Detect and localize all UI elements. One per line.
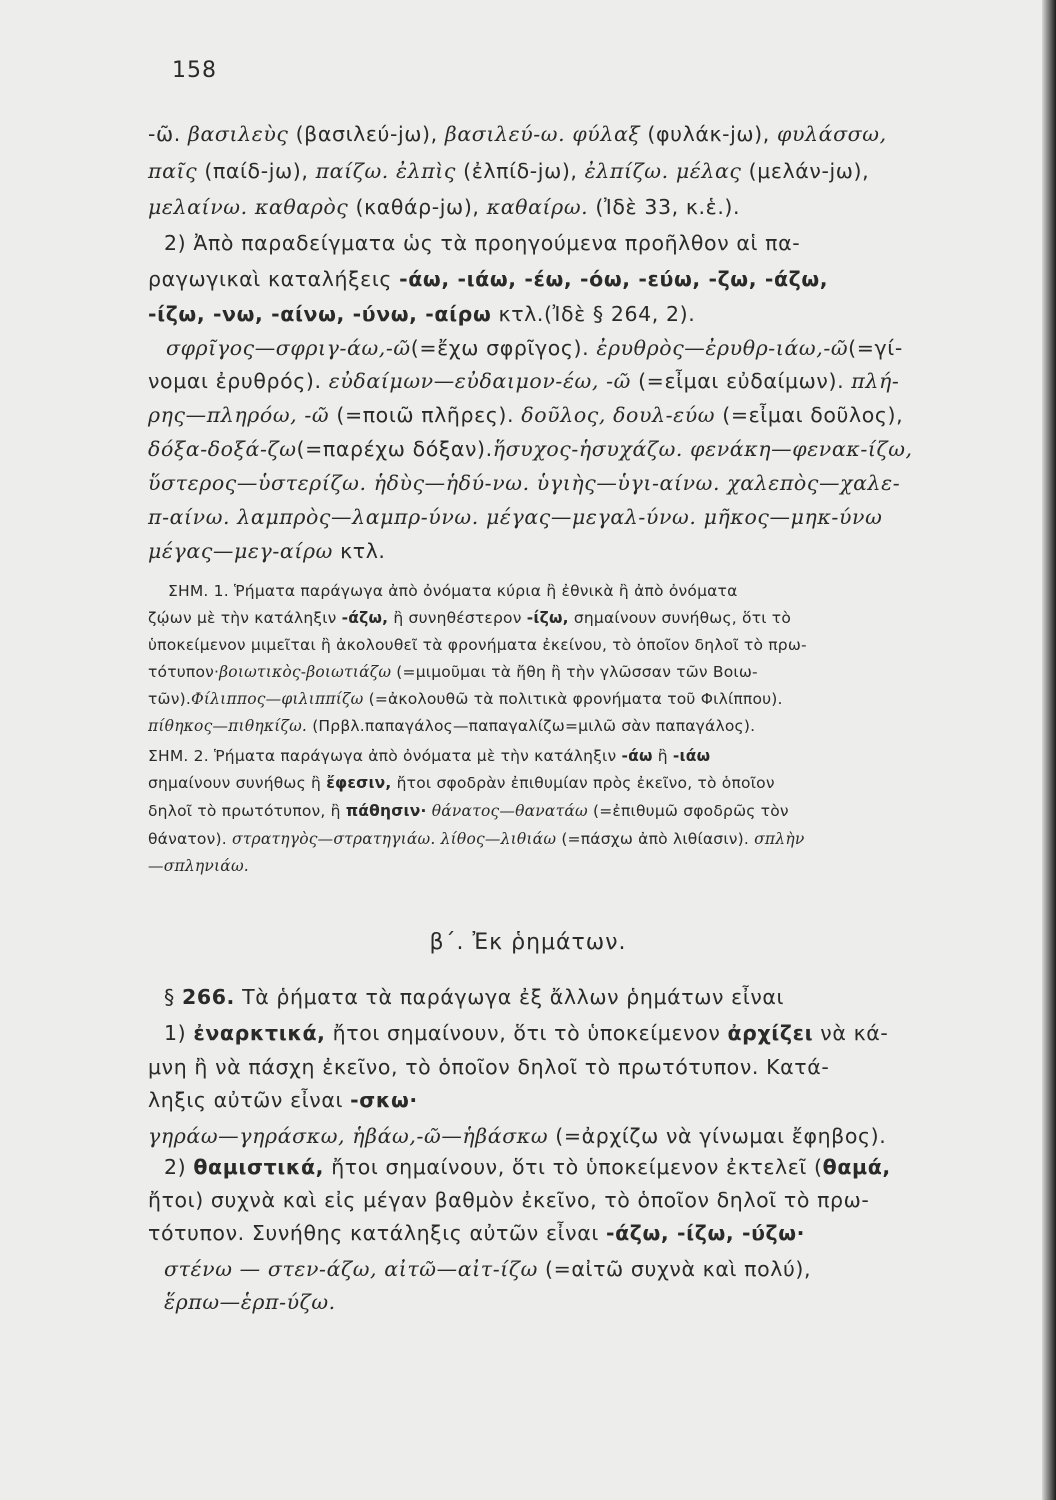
text-line: π-αίνω. λαμπρὸς—λαμπρ-ύνω. μέγας—μεγαλ-ύνω. μῆκος—μηκ-ύνω <box>148 505 883 529</box>
text-line: ληξις αὐτῶν εἶναι -σκω· <box>148 1088 418 1112</box>
text-line: ἤτοι) συχνὰ καὶ εἰς μέγαν βαθμὸν ἐκεῖνο, τὸ ὁποῖον δηλοῖ τὸ πρω- <box>148 1188 870 1212</box>
note-line: πίθηκος—πιθηκίζω. (Πρβλ.παπαγάλος—παπαγαλίζω=μιλῶ σὰν παπαγάλος). <box>148 717 756 735</box>
note-line: —σπληνιάω. <box>148 857 249 875</box>
note-line: ζῴων μὲ τὴν κατάληξιν -άζω, ἢ συνηθέστερον -ίζω, σημαίνουν συνήθως, ὅτι τὸ <box>148 609 792 627</box>
text-line: γηράω—γηράσκω, ἡβάω,-ῶ—ἡβάσκω (=ἀρχίζω νὰ γίνωμαι ἔφηβος). <box>148 1124 887 1148</box>
text-line: δόξα-δοξά-ζω(=παρέχω δόξαν).ἥσυχος-ἡσυχάζω. φενάκη—φενακ-ίζω, <box>148 437 913 461</box>
text-line: μνη ἢ νὰ πάσχη ἐκεῖνο, τὸ ὁποῖον δηλοῖ τὸ πρωτότυπον. Κατά- <box>148 1055 830 1079</box>
text-line: -ῶ. βασιλεὺς (βασιλεύ-jω), βασιλεύ-ω. φύλαξ (φυλάκ-jω), φυλάσσω, <box>148 122 887 146</box>
text-line: -ίζω, -νω, -αίνω, -ύνω, -αίρω κτλ.(Ἰδὲ § 264, 2). <box>148 302 696 326</box>
text-line: 2) Ἀπὸ παραδείγματα ὡς τὰ προηγούμενα προῆλθον αἱ πα- <box>164 231 801 255</box>
text-line: ραγωγικαὶ καταλήξεις -άω, -ιάω, -έω, -όω, -εύω, -ζω, -άζω, <box>148 267 829 291</box>
text-line: ρης—πληρόω, -ῶ (=ποιῶ πλῆρες). δοῦλος, δουλ-εύω (=εἶμαι δοῦλος), <box>148 403 904 427</box>
text-line: σφρῖγος—σφριγ-άω,-ῶ(=ἔχω σφρῖγος). ἐρυθρὸς—ἐρυθρ-ιάω,-ῶ(=γί- <box>166 336 903 360</box>
text-line: ἕρπω—ἑρπ-ύζω. <box>164 1290 336 1314</box>
text-line: στένω — στεν-άζω, αἰτῶ—αἰτ-ίζω (=αἰτῶ συχνὰ καὶ πολύ), <box>164 1257 812 1281</box>
page-number: 158 <box>172 58 217 83</box>
note-line: ὑποκείμενον μιμεῖται ἢ ἀκολουθεῖ τὰ φρονήματα ἐκείνου, τὸ ὁποῖον δηλοῖ τὸ πρω- <box>148 636 807 654</box>
text-line: νομαι ἐρυθρός). εὐδαίμων—εὐδαιμον-έω, -ῶ (=εἶμαι εὐδαίμων). πλή- <box>148 369 900 393</box>
section-heading: β΄. Ἐκ ῥημάτων. <box>429 930 627 955</box>
text-line: παῖς (παίδ-jω), παίζω. ἐλπὶς (ἐλπίδ-jω), ἐλπίζω. μέλας (μελάν-jω), <box>148 159 870 183</box>
note-line: δηλοῖ τὸ πρωτότυπον, ἢ πάθησιν· θάνατος—θανατάω (=ἐπιθυμῶ σφοδρῶς τὸν <box>148 802 789 820</box>
note-line: τότυπον·βοιωτικὸς-βοιωτιάζω (=μιμοῦμαι τὰ ἤθη ἢ τὴν γλῶσσαν τῶν Βοιω- <box>148 663 758 681</box>
note-line: ΣΗΜ. 1. Ῥήματα παράγωγα ἀπὸ ὀνόματα κύρια ἢ ἐθνικὰ ἢ ἀπὸ ὀνόματα <box>168 582 738 600</box>
text-line: μελαίνω. καθαρὸς (καθάρ-jω), καθαίρω. (Ἰδὲ 33, κ.ἑ.). <box>148 195 741 219</box>
note-line: σημαίνουν συνήθως ἢ ἔφεσιν, ἤτοι σφοδρὰν ἐπιθυμίαν πρὸς ἐκεῖνο, τὸ ὁποῖον <box>148 774 775 792</box>
note-line: τῶν).Φίλιππος—φιλιππίζω (=ἀκολουθῶ τὰ πολιτικὰ φρονήματα τοῦ Φιλίππου). <box>148 690 783 708</box>
text-line: μέγας—μεγ-αίρω κτλ. <box>148 539 386 563</box>
text-line: τότυπον. Συνήθης κατάληξις αὐτῶν εἶναι -άζω, -ίζω, -ύζω· <box>148 1221 806 1245</box>
text-line: ὕστερος—ὑστερίζω. ἡδὺς—ἡδύ-νω. ὑγιὴς—ὑγι-αίνω. χαλεπὸς—χαλε- <box>148 471 901 495</box>
text-line: 2) θαμιστικά, ἤτοι σημαίνουν, ὅτι τὸ ὑποκείμενον ἐκτελεῖ (θαμά, <box>164 1155 891 1179</box>
text-line: 1) ἐναρκτικά, ἤτοι σημαίνουν, ὅτι τὸ ὑποκείμενον ἀρχίζει νὰ κά- <box>164 1021 889 1045</box>
note-line: ΣΗΜ. 2. Ῥήματα παράγωγα ἀπὸ ὀνόματα μὲ τὴν κατάληξιν -άω ἢ -ιάω <box>148 747 711 765</box>
note-line: θάνατον). στρατηγὸς—στρατηγιάω. λίθος—λιθιάω (=πάσχω ἀπὸ λιθίασιν). σπλὴν <box>148 830 805 848</box>
page-edge-shadow <box>1042 0 1056 1500</box>
text-line: § 266. Τὰ ῥήματα τὰ παράγωγα ἐξ ἄλλων ῥημάτων εἶναι <box>164 985 785 1009</box>
